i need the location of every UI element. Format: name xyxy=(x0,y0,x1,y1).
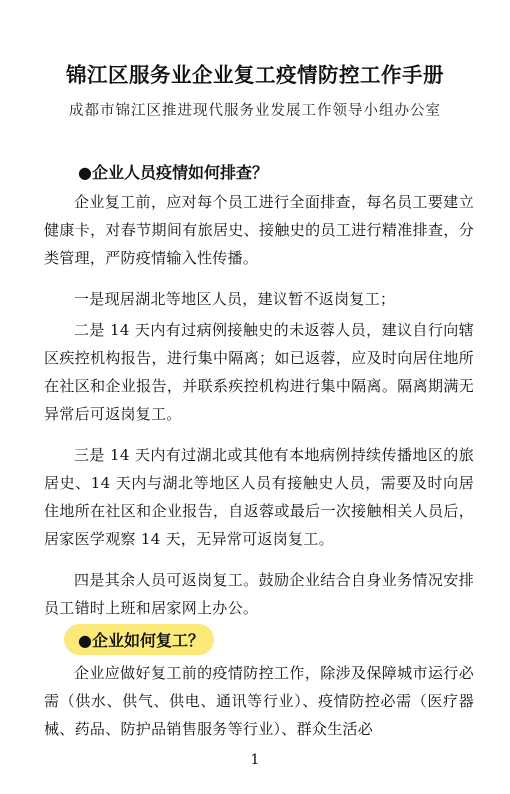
paragraph: 企业应做好复工前的疫情防控工作，除涉及保障城市运行必需（供水、供气、供电、通讯等行业）、疫情防控必需（医疗器械、药品、防护品销售服务等行业）、群众生活必 xyxy=(44,664,474,738)
section-heading-screening: ●企业人员疫情如何排查？ xyxy=(78,163,268,182)
section-heading-resume-work: ●企业如何复工？ xyxy=(64,624,214,655)
paragraph: 一是现居湖北等地区人员，建议暂不返岗复工； xyxy=(74,290,396,308)
document-subtitle: 成都市锦江区推进现代服务业发展工作领导小组办公室 xyxy=(69,103,441,119)
paragraph: 三是 14 天内有过湖北或其他有本地病例持续传播地区的旅居史、14 天内与湖北等地区人员有接触史人员，需要及时向居住地所在社区和企业报告，自返蓉或最后一次接触相关人员后，居家医学观察 14 天，无异常可返岗复工。 xyxy=(44,446,474,548)
paragraph: 二是 14 天内有过病例接触史的未返蓉人员，建议自行向辖区疾控机构报告，进行集中隔离；如已返蓉，应及时向居住地所在社区和企业报告，并联系疾控机构进行集中隔离。隔离期满无异常后可返岗复工。 xyxy=(44,321,474,423)
paragraph: 企业复工前，应对每个员工进行全面排查，每名员工要建立健康卡，对春节期间有旅居史、接触史的员工进行精准排查，分类管理，严防疫情输入性传播。 xyxy=(44,193,474,267)
document-title: 锦江区服务业企业复工疫情防控工作手册 xyxy=(66,63,444,87)
paragraph: 四是其余人员可返岗复工。鼓励企业结合自身业务情况安排员工错时上班和居家网上办公。 xyxy=(44,571,474,617)
page-number: 1 xyxy=(250,752,260,768)
